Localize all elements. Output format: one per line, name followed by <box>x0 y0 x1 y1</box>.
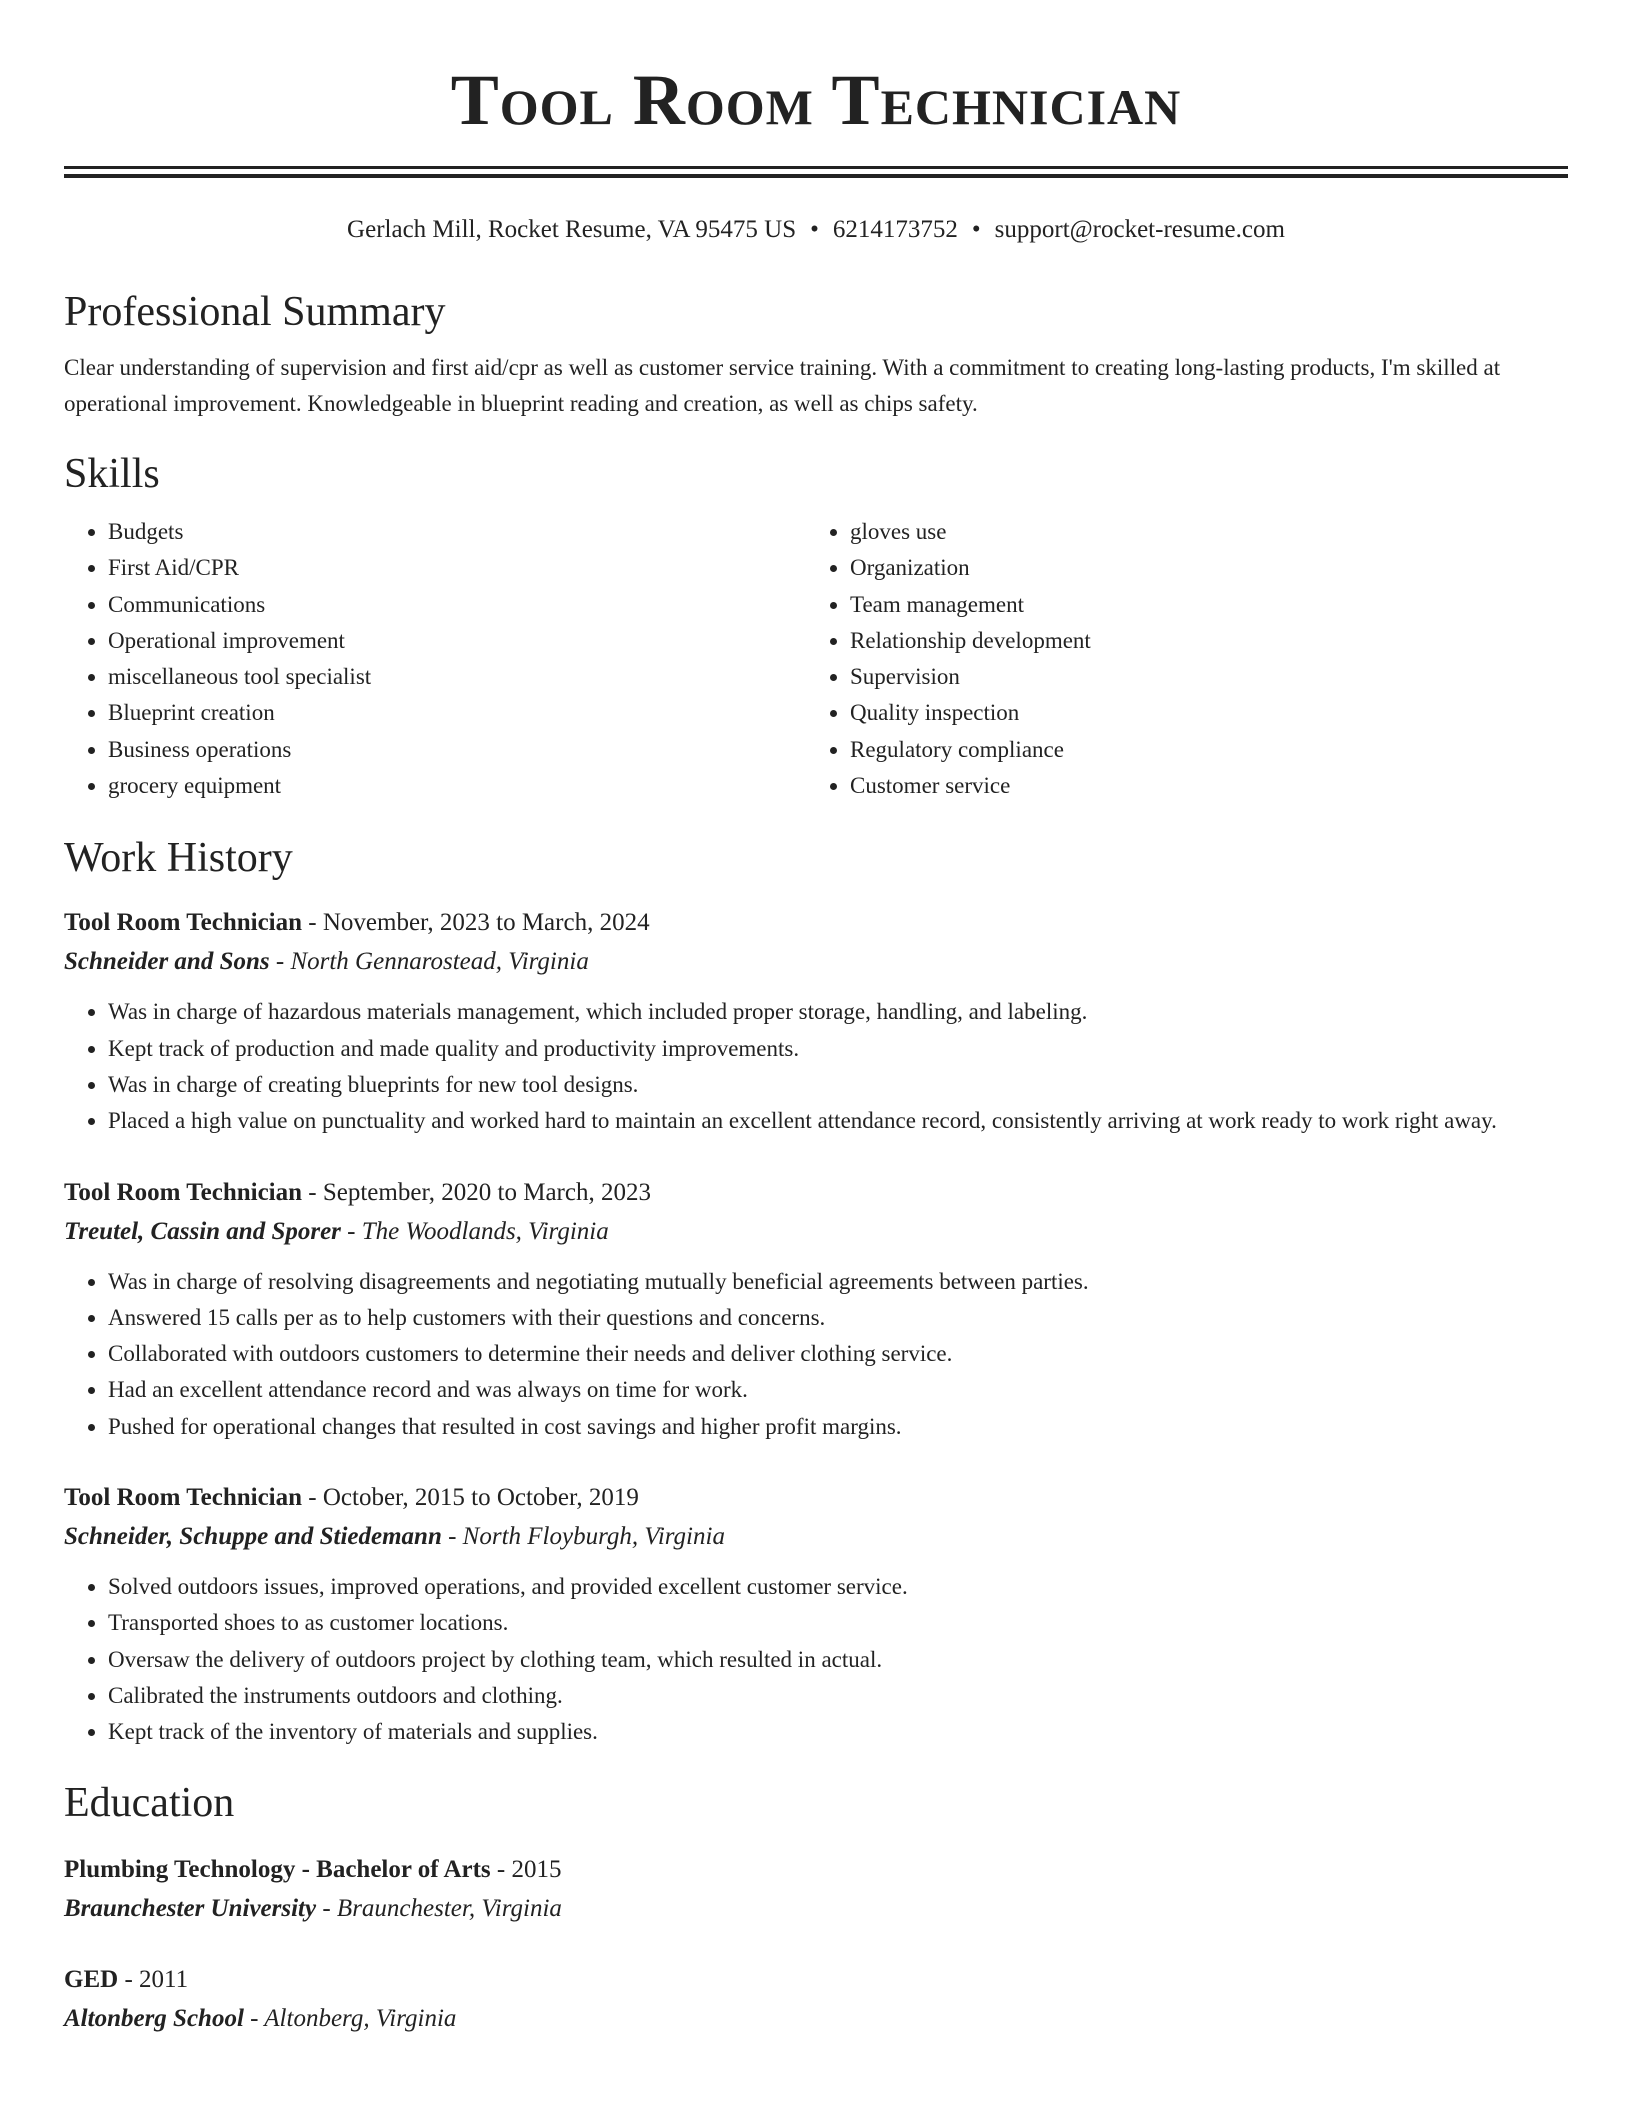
duty-item: • Collaborated with outdoors customers to determine their needs and deliver clothing service. <box>108 1336 1568 1372</box>
skill-item: • Organization <box>850 550 1566 586</box>
graduation-year: - 2011 <box>118 1965 189 1993</box>
contact-separator: • <box>810 216 819 243</box>
skill-item: • Business operations <box>108 732 806 768</box>
duty-item: • Was in charge of creating blueprints for new tool designs. <box>108 1067 1568 1103</box>
skill-item: • Customer service <box>850 768 1566 804</box>
duty-item: • Was in charge of hazardous materials management, which included proper storage, handling, and labeling. <box>108 994 1568 1030</box>
education-school <box>64 1999 1568 2039</box>
job-duties <box>64 1264 1568 1445</box>
duty-item: • Oversaw the delivery of outdoors project by clothing team, which resulted in actual. <box>108 1642 1568 1678</box>
skill-item: • gloves use <box>850 514 1566 550</box>
job-dates: - October, 2015 to October, 2019 <box>302 1484 639 1512</box>
job-dates: - September, 2020 to March, 2023 <box>302 1178 651 1206</box>
contact-email: support@rocket-resume.com <box>994 216 1285 243</box>
school-location: - Altonberg, Virginia <box>243 2004 457 2032</box>
work-history-heading: Work History <box>64 835 293 882</box>
job-location: - North Gennarostead, Virginia <box>269 948 589 976</box>
job-header <box>64 1479 1568 1517</box>
graduation-year: - 2015 <box>490 1855 562 1883</box>
duty-item: • Kept track of the inventory of materials and supplies. <box>108 1714 1568 1750</box>
duty-item: • Pushed for operational changes that resulted in cost savings and higher profit margins. <box>108 1409 1568 1445</box>
job-header <box>64 904 1568 942</box>
degree-name: Plumbing Technology - Bachelor of Arts <box>64 1855 491 1883</box>
education-entry <box>64 1851 1568 1929</box>
duty-item: • Placed a high value on punctuality and worked hard to maintain an excellent attendance record, consistently arriving at work ready to work right away. <box>108 1103 1568 1139</box>
job-entry <box>64 904 1568 1139</box>
skill-item: • Operational improvement <box>108 623 806 659</box>
skills-column-left <box>64 514 806 804</box>
school-location: - Braunchester, Virginia <box>316 1894 562 1922</box>
education-header <box>64 1961 1568 1999</box>
duty-item: • Solved outdoors issues, improved operations, and provided excellent customer service. <box>108 1569 1568 1605</box>
skill-item: • First Aid/CPR <box>108 550 806 586</box>
duty-item: • Transported shoes to as customer locations. <box>108 1605 1568 1641</box>
skills-heading: Skills <box>64 451 160 497</box>
education-heading: Education <box>64 1779 235 1826</box>
duty-item: • Was in charge of resolving disagreements and negotiating mutually beneficial agreements between parties. <box>108 1264 1568 1300</box>
company-name: Schneider, Schuppe and Stiedemann <box>64 1523 442 1551</box>
job-employer <box>64 1212 1568 1252</box>
skill-item: • grocery equipment <box>108 768 806 804</box>
education-header <box>64 1851 1568 1889</box>
contact-phone: 6214173752 <box>832 216 958 243</box>
skill-item: • Regulatory compliance <box>850 732 1566 768</box>
education-school <box>64 1889 1568 1929</box>
skill-item: • Supervision <box>850 659 1566 695</box>
job-title: Tool Room Technician <box>64 1178 303 1206</box>
contact-address: Gerlach Mill, Rocket Resume, VA 95475 US <box>347 216 797 243</box>
job-title: Tool Room Technician <box>64 909 303 937</box>
school-name: Altonberg School <box>64 2004 244 2032</box>
header-divider <box>64 166 1568 178</box>
job-location: - The Woodlands, Virginia <box>340 1217 609 1245</box>
job-location: - North Floyburgh, Virginia <box>441 1523 725 1551</box>
contact-separator: • <box>971 216 981 243</box>
summary-heading: Professional Summary <box>64 289 446 335</box>
job-dates: - November, 2023 to March, 2024 <box>302 909 650 937</box>
contact-line <box>64 214 1568 246</box>
duty-item: • Kept track of production and made quality and productivity improvements. <box>108 1031 1568 1067</box>
job-duties <box>64 1569 1568 1750</box>
skill-item: • miscellaneous tool specialist <box>108 659 806 695</box>
skill-item: • Team management <box>850 587 1566 623</box>
job-entry <box>64 1174 1568 1445</box>
job-header <box>64 1174 1568 1212</box>
skills-list <box>64 514 1568 804</box>
degree-name: GED <box>64 1965 119 1993</box>
job-title: Tool Room Technician <box>64 1484 303 1512</box>
skill-item: • Blueprint creation <box>108 695 806 731</box>
job-duties <box>64 994 1568 1139</box>
education-entry <box>64 1961 1568 2039</box>
skill-item: • Communications <box>108 587 806 623</box>
job-employer <box>64 1517 1568 1557</box>
company-name: Treutel, Cassin and Sporer <box>64 1217 341 1245</box>
job-employer <box>64 942 1568 982</box>
duty-item: • Answered 15 calls per as to help customers with their questions and concerns. <box>108 1300 1568 1336</box>
skill-item: • Quality inspection <box>850 695 1566 731</box>
duty-item: • Had an excellent attendance record and was always on time for work. <box>108 1372 1568 1408</box>
skill-item: • Relationship development <box>850 623 1566 659</box>
skills-column-right <box>806 514 1566 804</box>
job-entry <box>64 1479 1568 1750</box>
company-name: Schneider and Sons <box>64 948 270 976</box>
school-name: Braunchester University <box>64 1894 317 1922</box>
duty-item: • Calibrated the instruments outdoors and clothing. <box>108 1678 1568 1714</box>
summary-text: Clear understanding of supervision and first aid/cpr as well as customer service training. With a commitment to creating long-lasting products, I'm skilled at operational improvement. Knowledgeable in blueprint reading and creation, as well as chips safety. <box>64 355 1501 416</box>
skill-item: • Budgets <box>108 514 806 550</box>
resume-name: Tool Room Technician <box>450 60 1182 140</box>
